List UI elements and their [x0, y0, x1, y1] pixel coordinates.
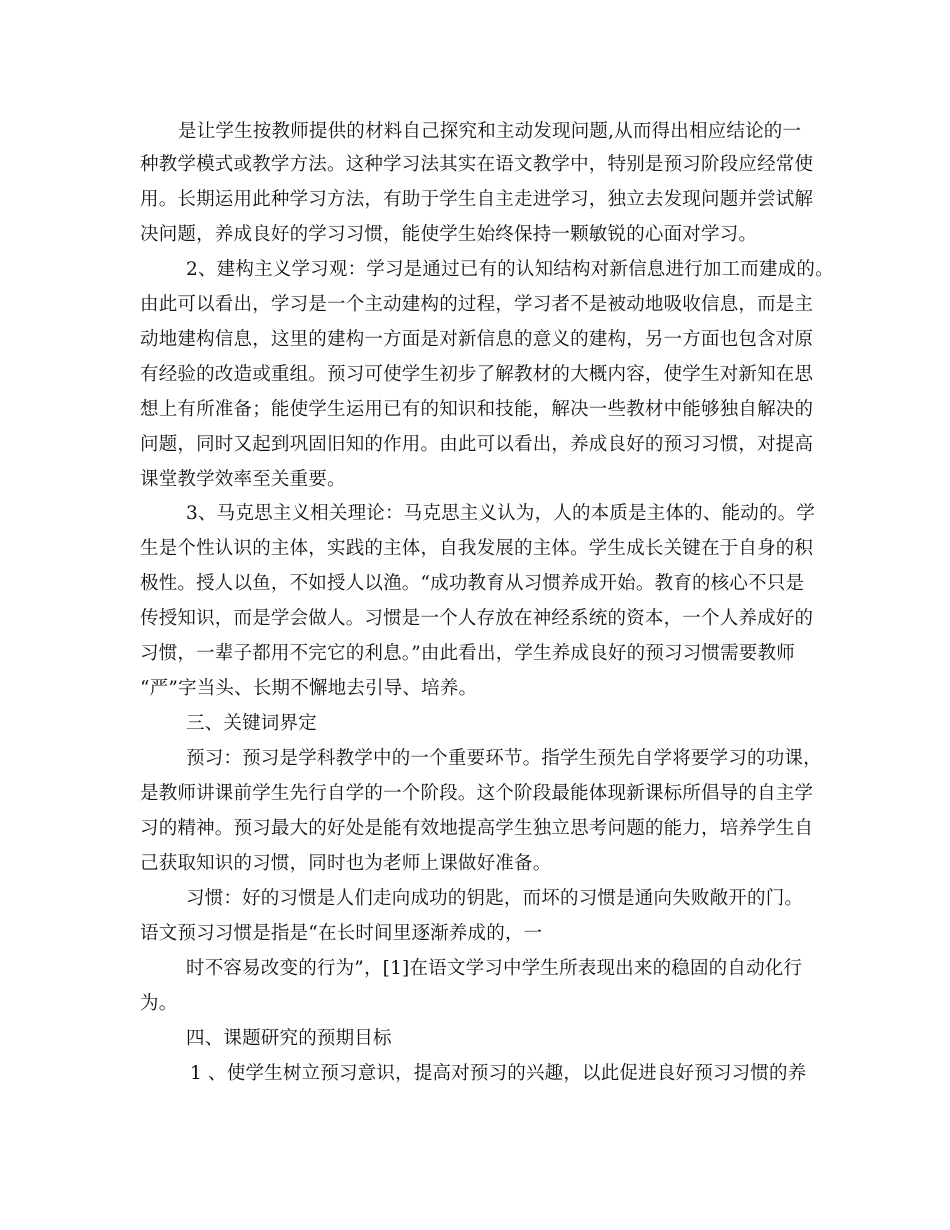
section-heading: 四、课题研究的预期目标 — [186, 1028, 392, 1049]
text-line: 为。 — [140, 993, 178, 1014]
text-line: 习的精神。预习最大的好处是能有效地提高学生独立思考问题的能力，培养学生自 — [140, 818, 814, 839]
text-line: 问题，同时又起到巩固旧知的作用。由此可以看出，养成良好的预习习惯，对提高 — [140, 434, 814, 455]
text-line: 生是个性认识的主体，实践的主体，自我发展的主体。学生成长关键在于自身的积 — [140, 538, 814, 559]
text-line: 习惯，一辈子都用不完它的利息。”由此看出，学生养成良好的预习习惯需要教师 — [140, 643, 795, 664]
text-line: 极性。授人以鱼，不如授人以渔。“成功教育从习惯养成开始。教育的核心不只是 — [140, 573, 805, 594]
text-line: 传授知识，而是学会做人。习惯是一个人存放在神经系统的资本，一个人养成好的 — [140, 608, 814, 629]
text-line: 用。长期运用此种学习方法，有助于学生自主走进学习，独立去发现问题并尝试解 — [140, 189, 814, 210]
text-line: 动地建构信息，这里的建构一方面是对新信息的意义的建构，另一方面也包含对原 — [140, 329, 814, 350]
text-line: 2、建构主义学习观：学习是通过已有的认知结构对新信息进行加工而建成的。 — [186, 259, 834, 280]
text-line: 语文预习习惯是指是“在长时间里逐渐养成的，一 — [140, 923, 543, 944]
text-line: 课堂教学效率至关重要。 — [140, 469, 346, 490]
text-line: 3、马克思主义相关理论：马克思主义认为，人的本质是主体的、能动的。学 — [186, 503, 816, 524]
section-heading: 三、关键词界定 — [186, 713, 317, 734]
text-line: “严”字当头、长期不懈地去引导、培养。 — [140, 678, 478, 699]
text-line: 预习：预习是学科教学中的一个重要环节。指学生预先自学将要学习的功课， — [186, 748, 822, 769]
text-line: 由此可以看出，学习是一个主动建构的过程，学习者不是被动地吸收信息，而是主 — [140, 294, 814, 315]
text-line: 是让学生按教师提供的材料自己探究和主动发现问题,从而得出相应结论的一 — [178, 121, 802, 142]
text-line: 是教师讲课前学生先行自学的一个阶段。这个阶段最能体现新课标所倡导的自主学 — [140, 783, 814, 804]
text-line: 想上有所准备；能使学生运用已有的知识和技能，解决一些教材中能够独自解决的 — [140, 399, 814, 420]
text-line: 时不容易改变的行为”，[1]在语文学习中学生所表现出来的稳固的自动化行 — [186, 958, 803, 979]
text-line: 种教学模式或教学方法。这种学习法其实在语文教学中，特别是预习阶段应经常使 — [140, 154, 814, 175]
text-line: 有经验的改造或重组。预习可使学生初步了解教材的大概内容，使学生对新知在思 — [140, 364, 814, 385]
text-line: 1 、使学生树立预习意识，提高对预习的兴趣，以此促进良好预习习惯的养 — [190, 1063, 807, 1084]
text-line: 习惯：好的习惯是人们走向成功的钥匙，而坏的习惯是通向失败敞开的门。 — [186, 888, 804, 909]
text-line: 决问题，养成良好的学习习惯，能使学生始终保持一颗敏锐的心面对学习。 — [140, 224, 758, 245]
text-line: 己获取知识的习惯，同时也为老师上课做好准备。 — [140, 853, 552, 874]
